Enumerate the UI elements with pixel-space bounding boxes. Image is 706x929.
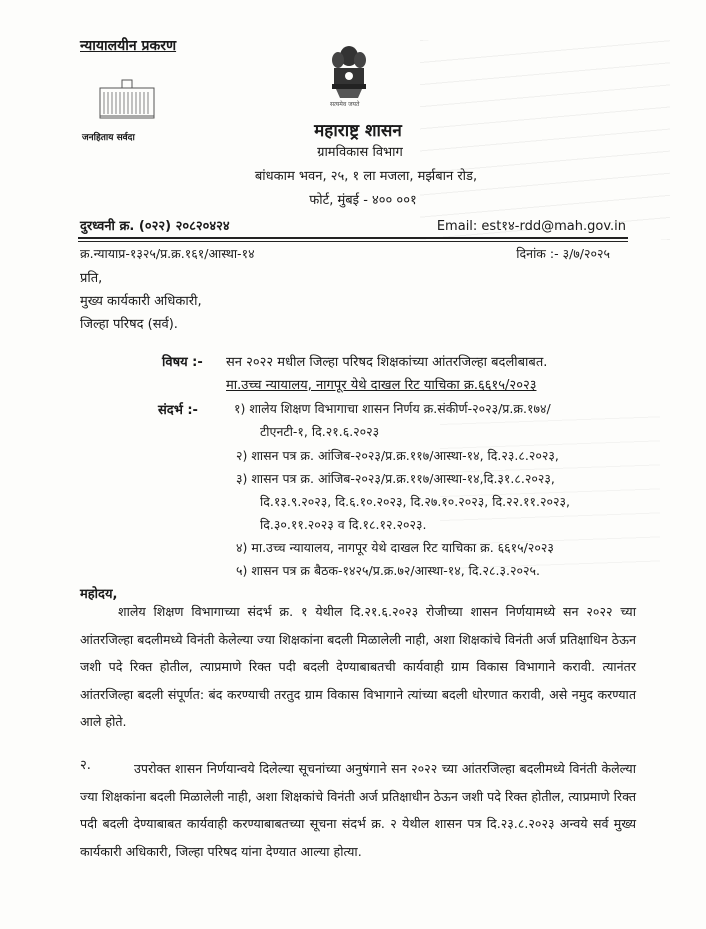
reference-item: ५) शासन पत्र क्र बैठक-१४२५/प्र.क्र.७२/आस्था-१४, दि.२८.३.२०२५. bbox=[236, 563, 540, 578]
ashoka-emblem-icon bbox=[326, 42, 372, 106]
mantralaya-building-icon bbox=[98, 78, 156, 122]
emblem-motto: सत्यमेव जयते bbox=[330, 101, 360, 108]
address-line: फोर्ट, मुंबई - ४०० ००१ bbox=[309, 193, 417, 208]
department-name: ग्रामविकास विभाग bbox=[317, 145, 403, 160]
reference-item: दि.३०.११.२०२३ व दि.१८.१२.२०२३. bbox=[260, 517, 427, 532]
salutation: महोदय, bbox=[80, 587, 118, 602]
reference-item: टीएनटी-१, दि.२१.६.२०२३ bbox=[260, 424, 380, 439]
address-line: बांधकाम भवन, २५, १ ला मजला, मर्झबान रोड, bbox=[254, 169, 478, 184]
paragraph-number: २. bbox=[80, 758, 91, 773]
reference-item: २) शासन पत्र क्र. आंजिब-२०२३/प्र.क्र.११७/आस्था-१४, दि.२३.८.२०२३, bbox=[236, 448, 559, 463]
references-label: संदर्भ :- bbox=[158, 403, 198, 418]
logo-motto: जनहिताय सर्वदा bbox=[82, 133, 135, 143]
subject-label: विषय :- bbox=[162, 355, 203, 370]
reference-item: ४) मा.उच्च न्यायालय, नागपूर येथे दाखल रिट याचिका क्र. ६६१५/२०२३ bbox=[236, 540, 554, 555]
body-paragraph: शालेय शिक्षण विभागाच्या संदर्भ क्र. १ येथील दि.२१.६.२०२३ रोजीच्या शासन निर्णयामध्ये सन २०२२ च्या आंतरजिल्हा बदलीमध्ये विनंती केलेल्या ज्या शिक्षकांना बदली मिळालेली नाही, अशा शिक्षकांचे विनंती अर्ज प्रतिक्षाधिन ठेऊन जशी पदे रिक्त होतील, त्याप्रमाणे रिक्त पदी बदली देण्याबाबतची कार्यवाही ग्राम विकास विभागाने करावी. त्यानंतर आंतरजिल्हा बदली संपूर्णत: बंद करण्याची तरतुद ग्राम विकास विभागाने त्यांच्या बदली धोरणात करावी, असे नमुद करण्यात आले होते. bbox=[80, 604, 636, 729]
reference-item: १) शालेय शिक्षण विभागाचा शासन निर्णय क्र.संकीर्ण-२०२३/प्र.क्र.१७४/ bbox=[234, 401, 551, 416]
government-name: महाराष्ट्र शासन bbox=[314, 121, 402, 141]
recipient: मुख्य कार्यकारी अधिकारी, bbox=[80, 294, 202, 309]
recipient: जिल्हा परिषद (सर्व). bbox=[80, 317, 178, 332]
letter-date: दिनांक :- ३/७/२०२५ bbox=[516, 246, 610, 261]
email-address: Email: est१४-rdd@mah.gov.in bbox=[436, 219, 626, 234]
phone-number: दुरध्वनी क्र. (०२२) २०८२०४२४ bbox=[80, 219, 230, 234]
header-divider bbox=[78, 237, 628, 239]
header-divider bbox=[78, 241, 628, 242]
subject-text: सन २०२२ मधील जिल्हा परिषद शिक्षकांच्या आंतरजिल्हा बदलीबाबत. bbox=[226, 355, 548, 370]
reference-item: ३) शासन पत्र क्र. आंजिब-२०२३/प्र.क्र.११७/आस्था-१४,दि.३१.८.२०२३, bbox=[236, 471, 555, 486]
court-case-label: न्यायालयीन प्रकरण bbox=[80, 38, 177, 54]
subject-text: मा.उच्च न्यायालय, नागपूर येथे दाखल रिट याचिका क्र.६६१५/२०२३ bbox=[226, 378, 537, 393]
reference-item: दि.१३.९.२०२३, दि.६.१०.२०२३, दि.२७.१०.२०२३, दि.२२.११.२०२३, bbox=[260, 494, 570, 509]
reference-number: क्र.न्यायाप्र-१३२५/प्र.क्र.१६१/आस्था-१४ bbox=[80, 246, 255, 261]
body-paragraph: उपरोक्त शासन निर्णयान्वये दिलेल्या सूचनांच्या अनुषंगाने सन २०२२ च्या आंतरजिल्हा बदलीमध्ये विनंती केलेल्या ज्या शिक्षकांना बदली मिळालेली नाही, अशा शिक्षकांचे विनंती अर्ज प्रतिक्षाधीन ठेऊन जशी पदे रिक्त होतील, त्याप्रमाणे रिक्त पदी बदली देण्याबाबत कार्यवाही करण्याबाबतच्या सूचना संदर्भ क्र. २ येथील शासन पत्र दि.२३.८.२०२३ अन्वये सर्व मुख्य कार्यकारी अधिकारी, जिल्हा परिषद यांना देण्यात आल्या होत्या. bbox=[80, 761, 636, 859]
to-label: प्रति, bbox=[80, 271, 103, 286]
